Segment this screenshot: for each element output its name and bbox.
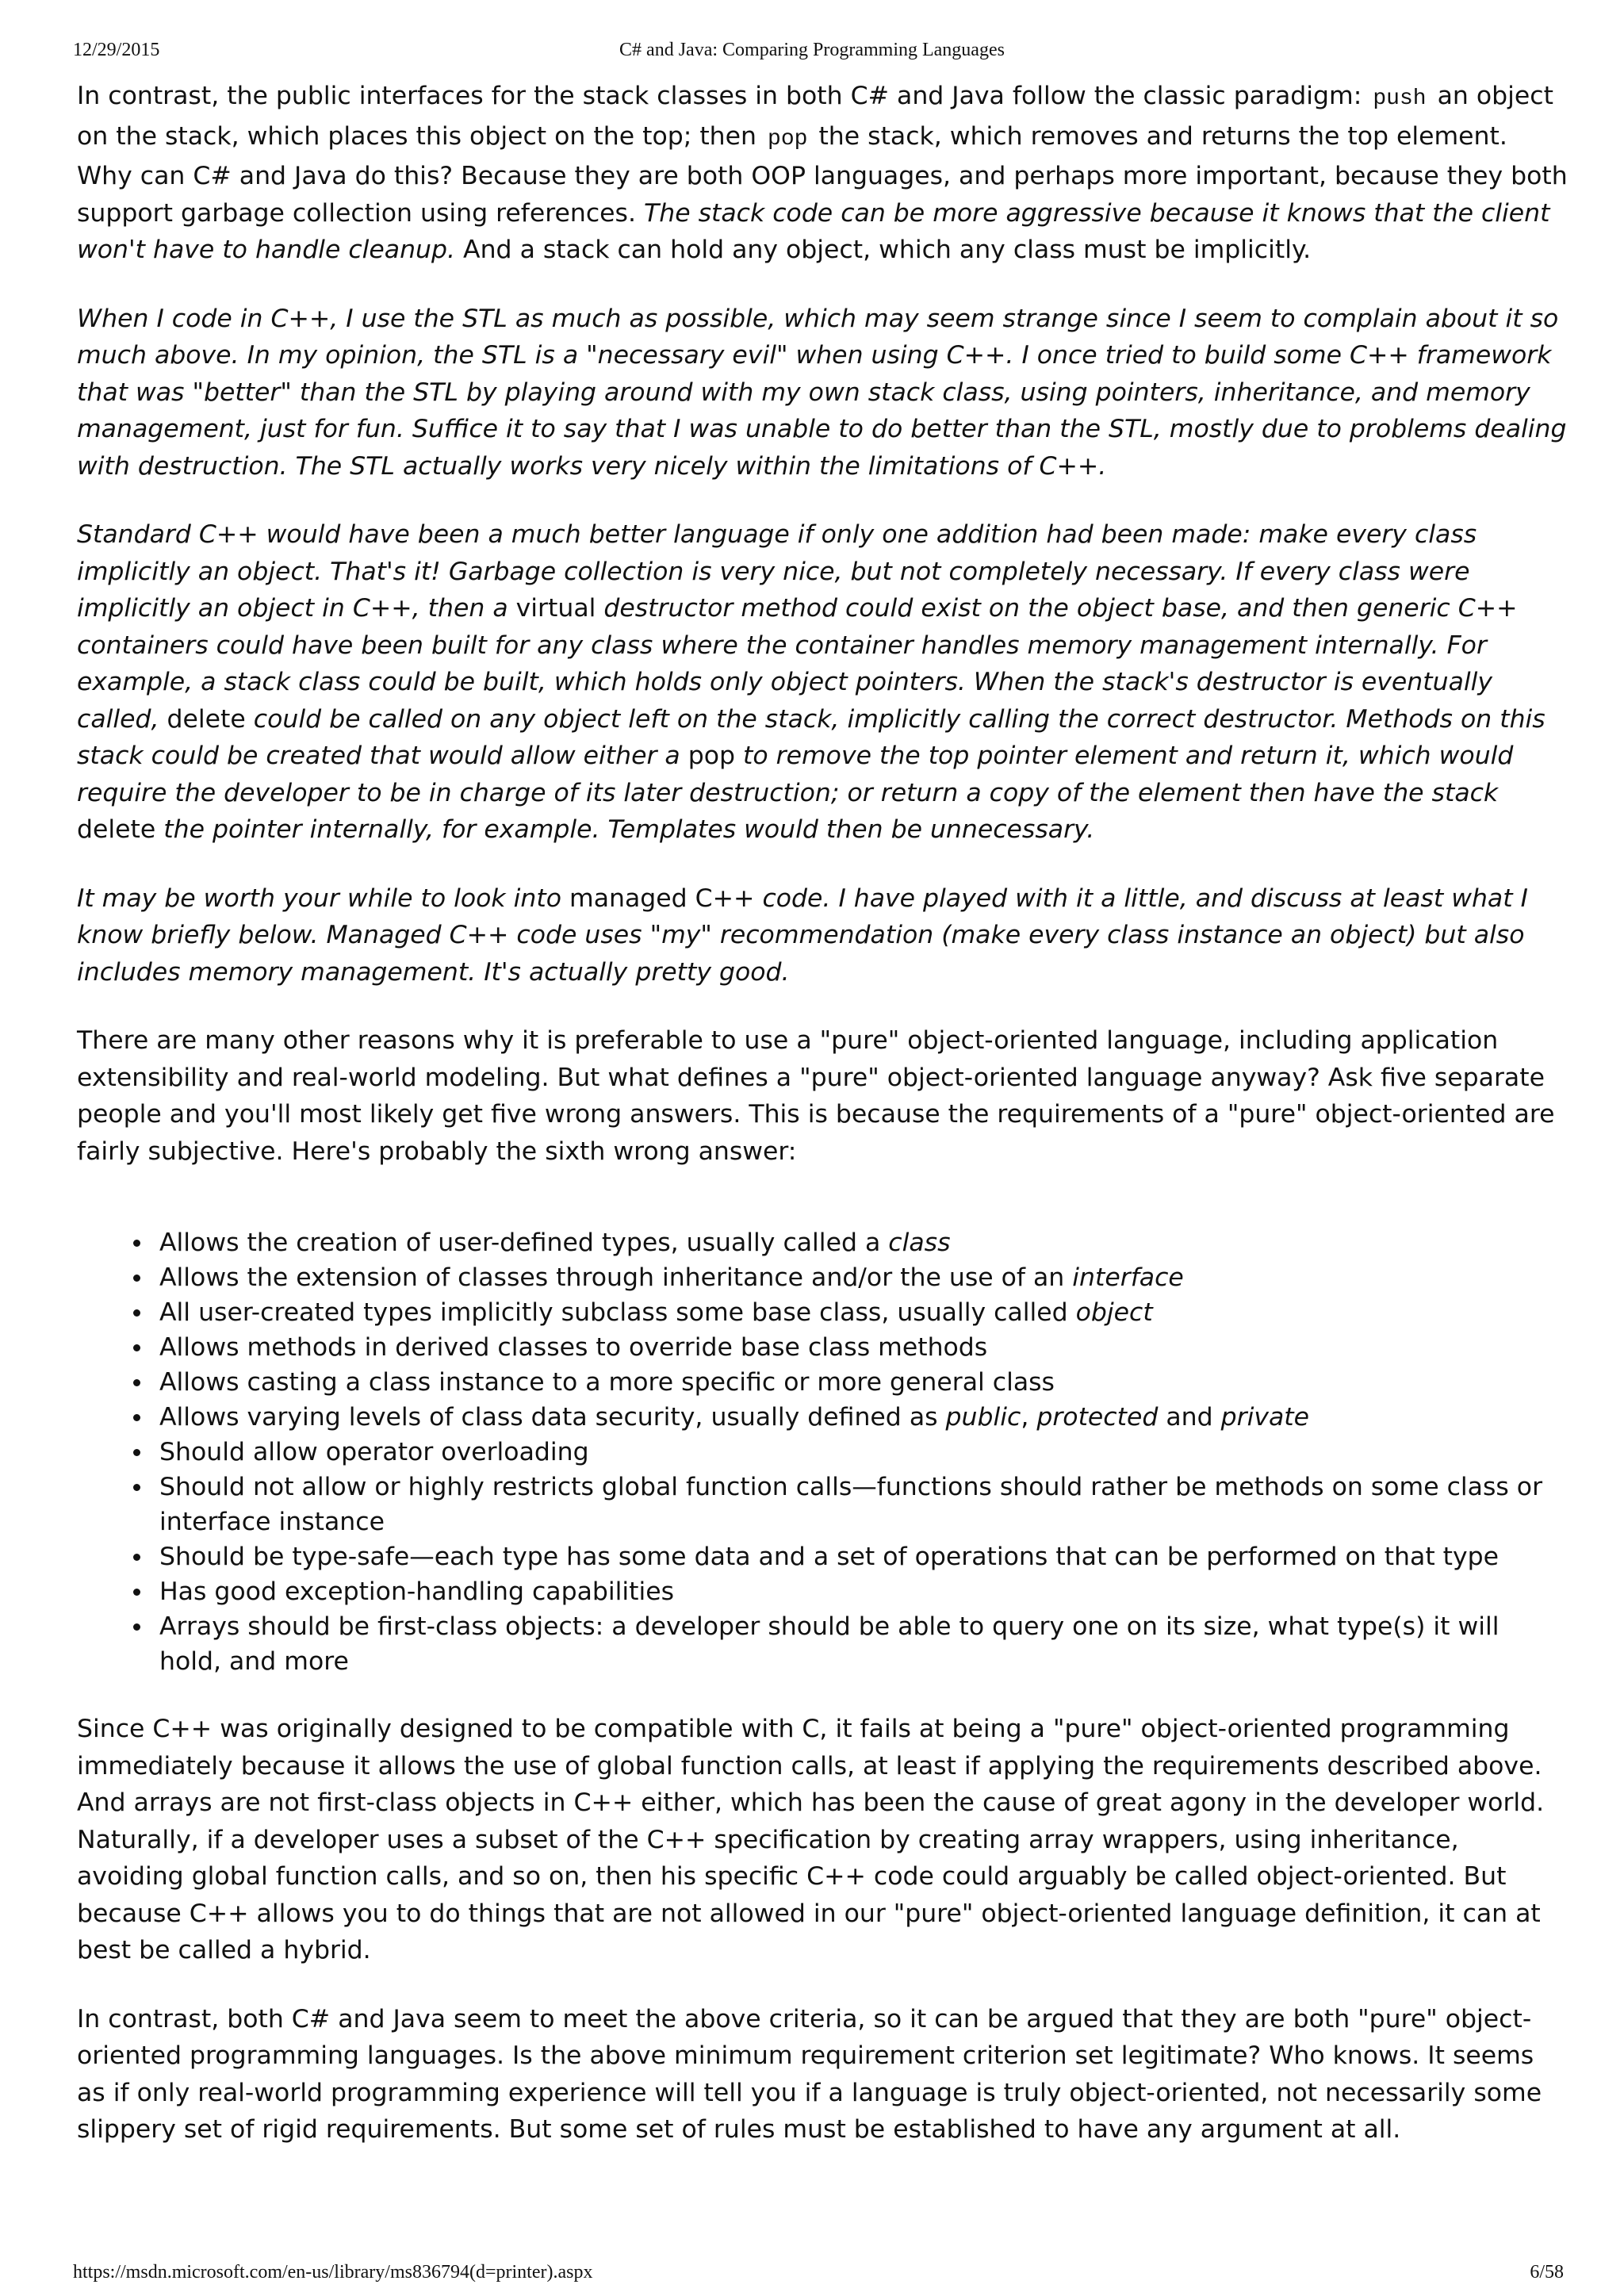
italic-run: to remove the top pointer element and return it, which would require the developer to be in charge of its later destruction; or return a copy of the element then have the stack: [77, 742, 1514, 807]
paragraph-pure-oo: There are many other reasons why it is preferable to use a "pure" object-oriented language, including application extensibility and real-world modeling. But what defines a "pure" object-oriented language anyway? Ask five separate people and you'll most likely get five wrong answers. This is because the requirements of a "pure" object-oriented are fairly subjective. Here's probably the sixth wrong answer:: [77, 1026, 1555, 1166]
list-item: Should allow operator overloading: [159, 1435, 1568, 1470]
text-run: the stack, which removes and returns the top element. Why can C# and Java do this? Because they are both OOP languages, and perhaps more important, because they both support garbage collection using references.: [77, 121, 1568, 228]
text-run: And a stack can hold any object, which any class must be implicitly.: [455, 236, 1312, 264]
italic-run: Standard C++ would have been a much better language if only one addition had been made: make every class implicitly an object. That's it! Garbage collection is very nice, but not completely necessary. If every class were implicitly an object in C++, then a: [77, 520, 1477, 623]
italic-run: interface: [1072, 1263, 1184, 1292]
italic-run: When I code in C++, I use the STL as much as possible, which may seem strange since I seem to complain about it so much above. In my opinion, the STL is a "necessary evil" when using C++. I once tried to build some C++ framework that was "better" than the STL by playing around with my own stack class, using pointers, inheritance, and memory management, just for fun. Suffice it to say that I was unable to do better than the STL, mostly due to problems dealing with destruction. The STL actually works very nicely within the limitations of C++.: [77, 304, 1567, 481]
keyword-delete: delete: [77, 815, 156, 844]
text-run: an object on the stack, which places this object on the top; then: [77, 82, 1553, 151]
keyword-delete: delete: [167, 704, 246, 734]
paragraph-stack-interfaces: [77, 78, 1568, 269]
italic-run: could be called on any object left on the stack, implicitly calling the correct destructor. Methods on this stack could be created that would allow either a: [77, 704, 1545, 770]
text-run: In contrast, the public interfaces for the stack classes in both C# and Java follow the classic paradigm:: [77, 82, 1370, 110]
paragraph-cpp-hybrid: Since C++ was originally designed to be compatible with C, it fails at being a "pure" object-oriented programming immediately because it allows the use of global function calls, at least if applying the requirements described above. And arrays are not first-class objects in C++ either, which has been the cause of great agony in the developer world. Naturally, if a developer uses a subset of the C++ specification by creating array wrappers, using inheritance, avoiding global function calls, and so on, then his specific C++ code could arguably be called object-oriented. But because C++ allows you to do things that are not allowed in our "pure" object-oriented language definition, it can at best be called a hybrid.: [77, 1715, 1545, 1964]
text-run: ,: [1021, 1403, 1037, 1432]
code-push: push: [1373, 86, 1427, 111]
keyword-managed-cpp: managed C++: [569, 884, 755, 913]
page-title: C# and Java: Comparing Programming Languages: [619, 40, 1005, 60]
list-item: Allows methods in derived classes to override base class methods: [159, 1330, 1568, 1365]
italic-run: public: [945, 1403, 1021, 1432]
italic-run: The stack code can be more aggressive because it knows that the client won't have to handle cleanup.: [77, 198, 1550, 264]
requirements-list: [77, 1225, 1568, 1679]
keyword-virtual: virtual: [515, 594, 596, 623]
source-url: https://msdn.microsoft.com/en-us/library/ms836794(d=printer).aspx: [73, 2262, 593, 2283]
list-item: Should not allow or highly restricts global function calls—functions should rather be methods on some class or interface instance: [159, 1470, 1568, 1539]
text-run: and: [1158, 1403, 1221, 1432]
italic-run: class: [888, 1228, 951, 1257]
italic-run: It may be worth your while to look into: [77, 884, 570, 913]
code-pop: pop: [768, 126, 808, 151]
paragraph-stl: [77, 301, 1568, 485]
keyword-pop: pop: [688, 742, 736, 770]
paragraph-managed-cpp: [77, 880, 1568, 991]
list-item: Has good exception-handling capabilities: [159, 1574, 1568, 1609]
list-item: Should be type-safe—each type has some data and a set of operations that can be performed on that type: [159, 1539, 1568, 1574]
paragraph-csharp-java-pure: In contrast, both C# and Java seem to meet the above criteria, so it can be argued that they are both "pure" object-oriented programming languages. Is the above minimum requirement criterion set legitimate? Who knows. It seems as if only real-world programming experience will tell you if a language is truly object-oriented, not necessarily some slippery set of rigid requirements. But some set of rules must be established to have any argument at all.: [77, 2004, 1542, 2144]
italic-run: object: [1075, 1298, 1153, 1327]
list-item: Allows casting a class instance to a more specific or more general class: [159, 1365, 1568, 1400]
list-item: [159, 1225, 1568, 1260]
italic-run: protected: [1036, 1403, 1159, 1432]
list-item: [159, 1260, 1568, 1295]
italic-run: private: [1220, 1403, 1310, 1432]
text-run: All user-created types implicitly subclass some base class, usually called: [159, 1298, 1076, 1327]
print-date: 12/29/2015: [73, 40, 160, 60]
text-run: Allows the extension of classes through inheritance and/or the use of an: [159, 1263, 1073, 1292]
italic-run: code. I have played with it a little, and discuss at least what I know briefly below. Managed C++ code uses "my" recommendation (make every class instance an object) but also includes memory management. It's actually pretty good.: [77, 884, 1528, 987]
article-body: [77, 78, 1568, 2148]
list-item: Arrays should be first-class objects: a developer should be able to query one on its size, what type(s) it will hold, and more: [159, 1609, 1568, 1679]
page-number: 6/58: [1530, 2262, 1564, 2283]
paragraph-standard-cpp: [77, 516, 1568, 849]
italic-run: the pointer internally, for example. Templates would then be unnecessary.: [155, 815, 1095, 844]
list-item: [159, 1295, 1568, 1330]
italic-run: destructor method could exist on the object base, and then generic C++ containers could have been built for any class where the container handles memory management internally. For example, a stack class could be built, which holds only object pointers. When the stack's destructor is eventually called,: [77, 594, 1518, 734]
text-run: Allows varying levels of class data security, usually defined as: [159, 1403, 946, 1432]
list-item: [159, 1400, 1568, 1435]
text-run: Allows the creation of user-defined types, usually called a: [159, 1228, 889, 1257]
